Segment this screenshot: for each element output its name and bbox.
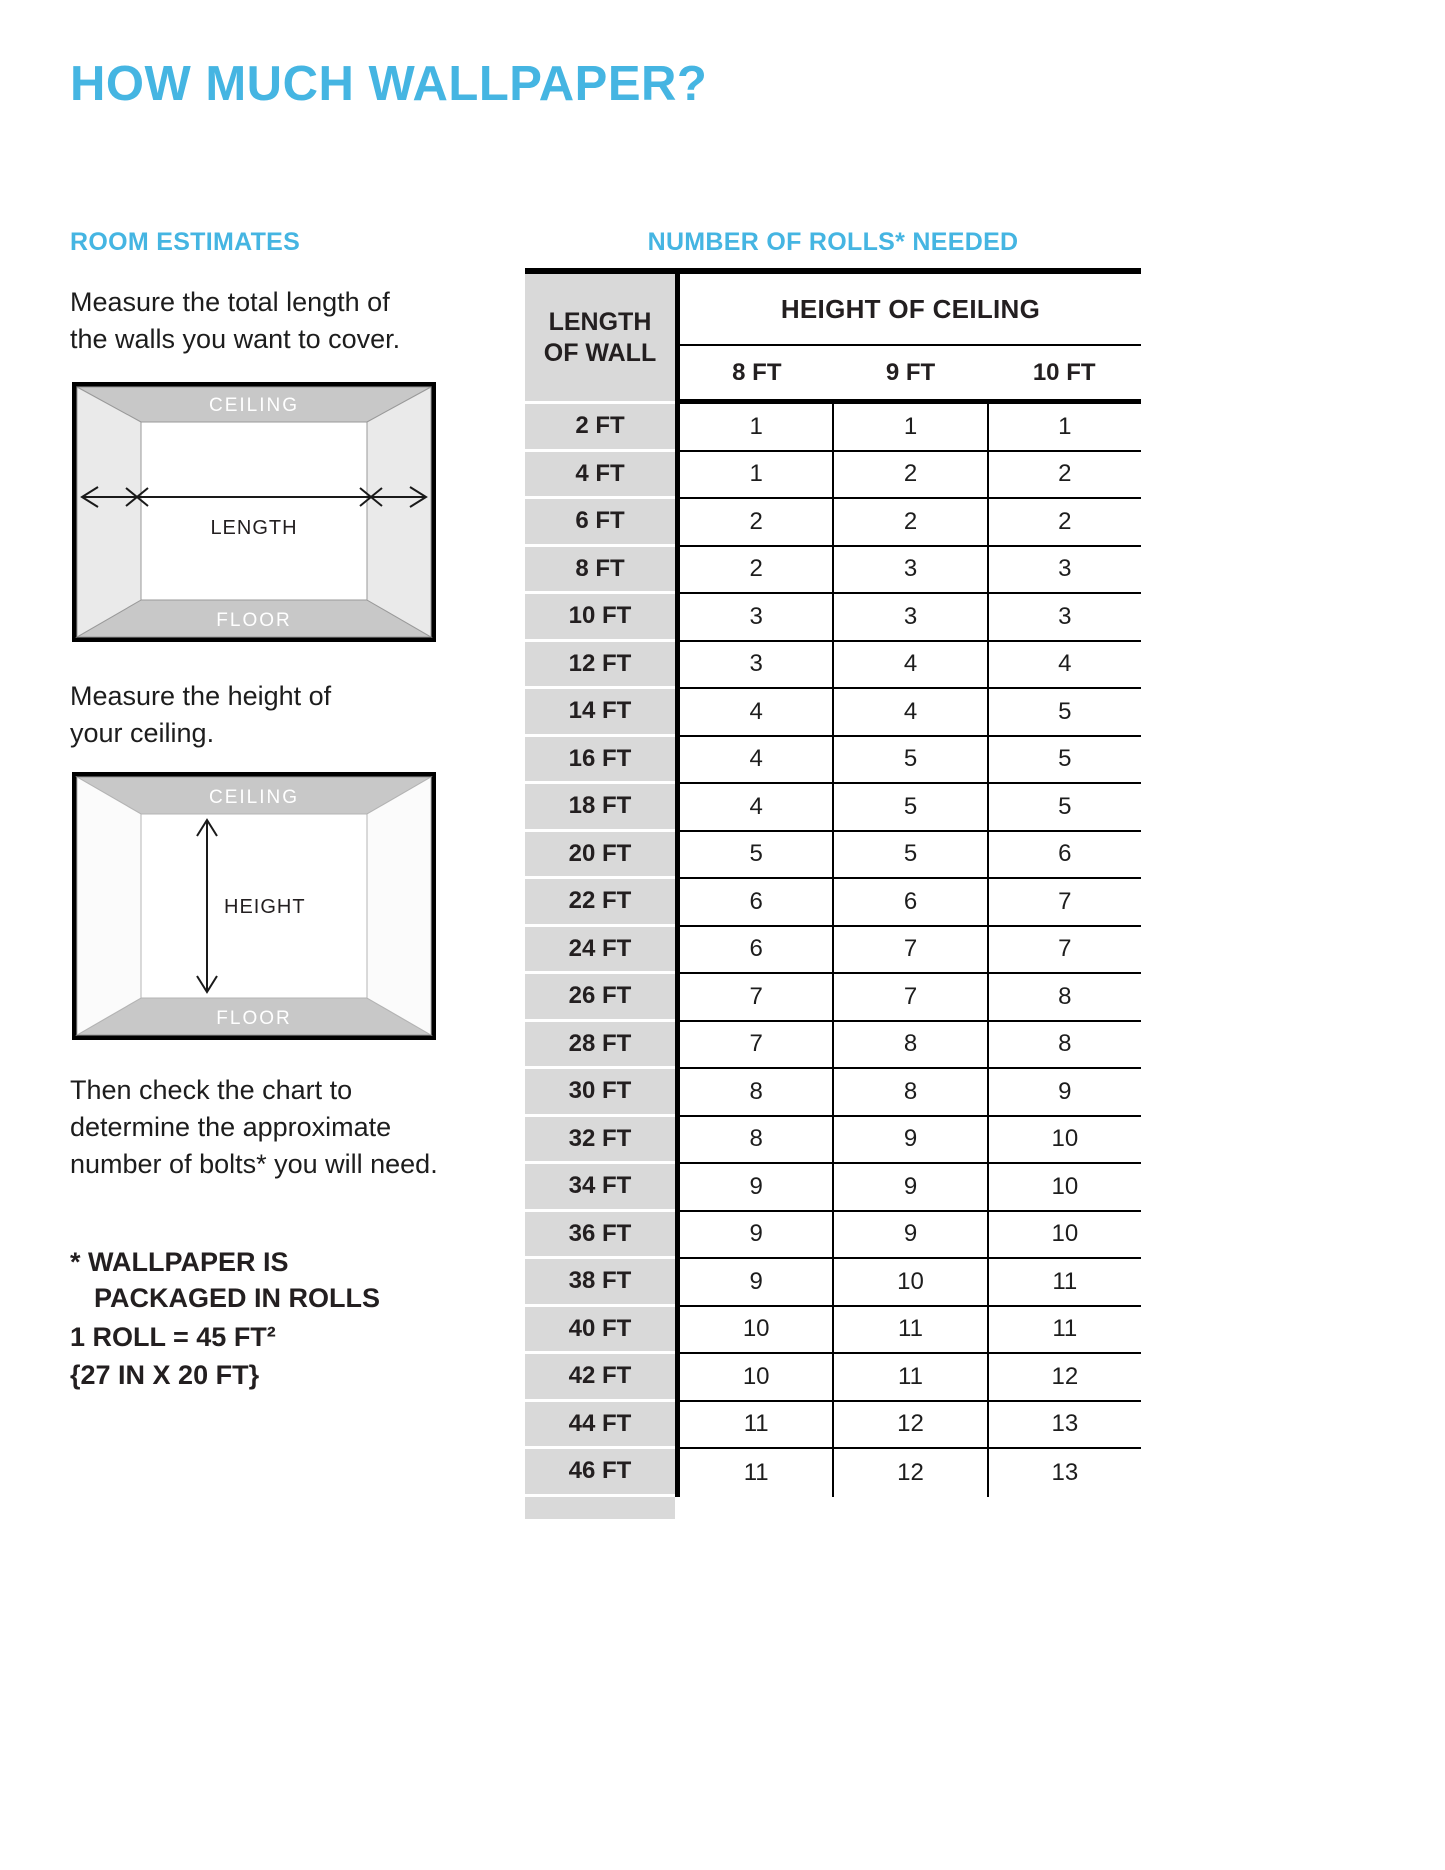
rolls-cell: 1 xyxy=(680,404,834,450)
rolls-cell: 1 xyxy=(834,404,988,450)
rolls-cell: 4 xyxy=(680,784,834,830)
table-row xyxy=(680,642,1141,690)
rolls-cell: 5 xyxy=(834,832,988,878)
room-length-diagram xyxy=(72,382,436,647)
rolls-cell: 10 xyxy=(680,1354,834,1400)
rolls-cell: 8 xyxy=(1058,982,1072,1010)
rolls-cell: 7 xyxy=(834,974,988,1020)
rolls-cell: 5 xyxy=(1058,745,1072,773)
ceiling-label: CEILING xyxy=(208,787,300,808)
length-cell: 42 FT xyxy=(525,1354,675,1402)
table-row xyxy=(680,547,1141,595)
rolls-cell: 5 xyxy=(680,832,834,878)
table-row xyxy=(680,1117,1141,1165)
table-row xyxy=(680,594,1141,642)
roll-dimensions-line: {27 IN X 20 FT} xyxy=(70,1360,260,1390)
rolls-cell: 3 xyxy=(680,594,834,640)
rolls-footnote xyxy=(70,1244,380,1316)
rolls-cell: 4 xyxy=(834,689,988,735)
table-row xyxy=(680,452,1141,500)
length-cell: 18 FT xyxy=(525,784,675,832)
table-row xyxy=(680,689,1141,737)
rolls-cell: 3 xyxy=(680,642,834,688)
table-row xyxy=(680,832,1141,880)
length-cell: 20 FT xyxy=(525,832,675,880)
rolls-cell: 2 xyxy=(1058,507,1072,535)
rolls-cell: 2 xyxy=(680,547,834,593)
roll-area-line: 1 ROLL = 45 FT² xyxy=(70,1322,276,1352)
rolls-cell: 7 xyxy=(1058,935,1072,963)
text-line: PACKAGED IN ROLLS xyxy=(94,1283,381,1313)
rolls-cell: 10 xyxy=(1051,1125,1079,1153)
table-row xyxy=(680,1354,1141,1402)
table-data-rows xyxy=(680,404,1141,1497)
height-label: HEIGHT xyxy=(224,896,306,918)
length-of-wall-header: LENGTH OF WALL xyxy=(525,274,675,404)
length-cell: 44 FT xyxy=(525,1402,675,1450)
rolls-data-column xyxy=(680,274,1141,1497)
length-cell: 38 FT xyxy=(525,1259,675,1307)
length-label: LENGTH xyxy=(210,517,298,539)
length-cell: 34 FT xyxy=(525,1164,675,1212)
table-row xyxy=(680,1212,1141,1260)
text-line: * WALLPAPER IS xyxy=(70,1247,289,1277)
rolls-cell: 12 xyxy=(1051,1362,1079,1390)
rolls-cell: 5 xyxy=(1058,792,1072,820)
rolls-cell: 2 xyxy=(834,499,988,545)
rolls-cell: 7 xyxy=(1058,887,1072,915)
ceiling-label: CEILING xyxy=(208,395,300,416)
paragraph-measure-height xyxy=(70,678,331,752)
length-cell: 40 FT xyxy=(525,1307,675,1355)
column-header-8ft: 8 FT xyxy=(732,358,782,386)
rolls-cell: 2 xyxy=(680,499,834,545)
rolls-cell: 5 xyxy=(1058,697,1072,725)
rolls-cell: 10 xyxy=(834,1259,988,1305)
rolls-cell: 4 xyxy=(1058,650,1072,678)
rolls-cell: 9 xyxy=(834,1164,988,1210)
rolls-cell: 12 xyxy=(834,1402,988,1448)
rolls-cell: 5 xyxy=(834,737,988,783)
room-height-diagram xyxy=(72,772,436,1045)
rolls-cell: 12 xyxy=(834,1449,988,1497)
rolls-cell: 8 xyxy=(1058,1030,1072,1058)
rolls-cell: 8 xyxy=(834,1022,988,1068)
table-row xyxy=(680,1164,1141,1212)
text-line: the walls you want to cover. xyxy=(70,324,401,354)
text-line: determine the approximate xyxy=(70,1112,392,1142)
rolls-cell: 9 xyxy=(1058,1077,1072,1105)
table-length-column xyxy=(525,404,675,1497)
rolls-cell: 11 xyxy=(1052,1315,1078,1343)
rolls-cell: 9 xyxy=(834,1212,988,1258)
rolls-cell: 13 xyxy=(1051,1458,1079,1486)
right-wall xyxy=(367,777,431,1035)
length-cell: 14 FT xyxy=(525,689,675,737)
rolls-cell: 6 xyxy=(1058,840,1072,868)
length-cell: 16 FT xyxy=(525,737,675,785)
page-title: HOW MUCH WALLPAPER? xyxy=(70,57,708,111)
rolls-cell: 3 xyxy=(1058,555,1072,583)
rolls-cell: 7 xyxy=(680,974,834,1020)
text-line: your ceiling. xyxy=(70,718,215,748)
text-line: number of bolts* you will need. xyxy=(70,1149,438,1179)
rolls-cell: 5 xyxy=(834,784,988,830)
length-cell: 46 FT xyxy=(525,1449,675,1497)
text-line: Measure the total length of xyxy=(70,287,390,317)
rolls-cell: 6 xyxy=(834,879,988,925)
length-cell: 32 FT xyxy=(525,1117,675,1165)
rolls-cell: 8 xyxy=(834,1069,988,1115)
rolls-cell: 9 xyxy=(680,1212,834,1258)
table-row xyxy=(680,879,1141,927)
text-line: Then check the chart to xyxy=(70,1075,353,1105)
length-cell: 10 FT xyxy=(525,594,675,642)
rolls-cell: 11 xyxy=(834,1354,988,1400)
length-cell: 28 FT xyxy=(525,1022,675,1070)
table-row xyxy=(680,1449,1141,1497)
rolls-cell: 3 xyxy=(834,547,988,593)
rolls-cell: 11 xyxy=(680,1402,834,1448)
height-of-ceiling-header: HEIGHT OF CEILING xyxy=(680,274,1141,346)
table-row xyxy=(680,499,1141,547)
column-header-9ft: 9 FT xyxy=(885,358,936,386)
rolls-cell: 4 xyxy=(834,642,988,688)
left-wall xyxy=(77,387,141,637)
length-cell: 12 FT xyxy=(525,642,675,690)
rolls-cell: 9 xyxy=(834,1117,988,1163)
paragraph-check-chart xyxy=(70,1072,438,1183)
rolls-cell: 1 xyxy=(680,452,834,498)
paragraph-measure-length xyxy=(70,284,400,358)
table-row xyxy=(680,737,1141,785)
floor-label: FLOOR xyxy=(216,610,292,631)
length-of-wall-column xyxy=(525,274,675,1519)
ceiling-height-subheaders xyxy=(680,346,1141,404)
rolls-cell: 10 xyxy=(680,1307,834,1353)
floor-label: FLOOR xyxy=(216,1008,292,1029)
room-estimates-heading: ROOM ESTIMATES xyxy=(70,228,301,256)
table-row xyxy=(680,1307,1141,1355)
rolls-cell: 13 xyxy=(1051,1410,1079,1438)
length-cell: 8 FT xyxy=(525,547,675,595)
table-row xyxy=(680,974,1141,1022)
rolls-cell: 4 xyxy=(680,737,834,783)
rolls-cell: 4 xyxy=(680,689,834,735)
table-row xyxy=(680,927,1141,975)
length-cell: 4 FT xyxy=(525,452,675,500)
length-cell: 2 FT xyxy=(525,404,675,452)
length-cell: 26 FT xyxy=(525,974,675,1022)
table-row xyxy=(680,1259,1141,1307)
rolls-cell: 11 xyxy=(680,1449,834,1497)
right-wall xyxy=(367,387,431,637)
rolls-cell: 9 xyxy=(680,1259,834,1305)
rolls-cell: 10 xyxy=(1051,1220,1079,1248)
rolls-cell: 7 xyxy=(680,1022,834,1068)
column-header-10ft: 10 FT xyxy=(1032,358,1096,386)
rolls-cell: 2 xyxy=(1058,460,1072,488)
rolls-cell: 6 xyxy=(680,927,834,973)
rolls-cell: 7 xyxy=(834,927,988,973)
table-row xyxy=(680,1022,1141,1070)
rolls-table xyxy=(525,268,1141,1519)
rolls-cell: 6 xyxy=(680,879,834,925)
rolls-cell: 3 xyxy=(1058,602,1072,630)
rolls-cell: 3 xyxy=(834,594,988,640)
rolls-cell: 9 xyxy=(680,1164,834,1210)
rolls-needed-heading: NUMBER OF ROLLS* NEEDED xyxy=(647,228,1019,256)
rolls-cell: 11 xyxy=(834,1307,988,1353)
rolls-cell: 1 xyxy=(1058,412,1072,440)
table-row xyxy=(680,1069,1141,1117)
table-row xyxy=(680,1402,1141,1450)
length-column-footer xyxy=(525,1497,675,1519)
length-cell: 22 FT xyxy=(525,879,675,927)
length-cell: 36 FT xyxy=(525,1212,675,1260)
table-row xyxy=(680,784,1141,832)
rolls-cell: 8 xyxy=(680,1069,834,1115)
left-wall xyxy=(77,777,141,1035)
rolls-cell: 11 xyxy=(1052,1267,1078,1295)
back-wall xyxy=(141,422,367,600)
length-cell: 6 FT xyxy=(525,499,675,547)
rolls-cell: 8 xyxy=(680,1117,834,1163)
table-row xyxy=(680,404,1141,452)
rolls-cell: 2 xyxy=(834,452,988,498)
text-line: Measure the height of xyxy=(70,681,332,711)
rolls-cell: 10 xyxy=(1051,1172,1079,1200)
length-cell: 30 FT xyxy=(525,1069,675,1117)
length-cell: 24 FT xyxy=(525,927,675,975)
roll-size-info xyxy=(70,1318,276,1394)
